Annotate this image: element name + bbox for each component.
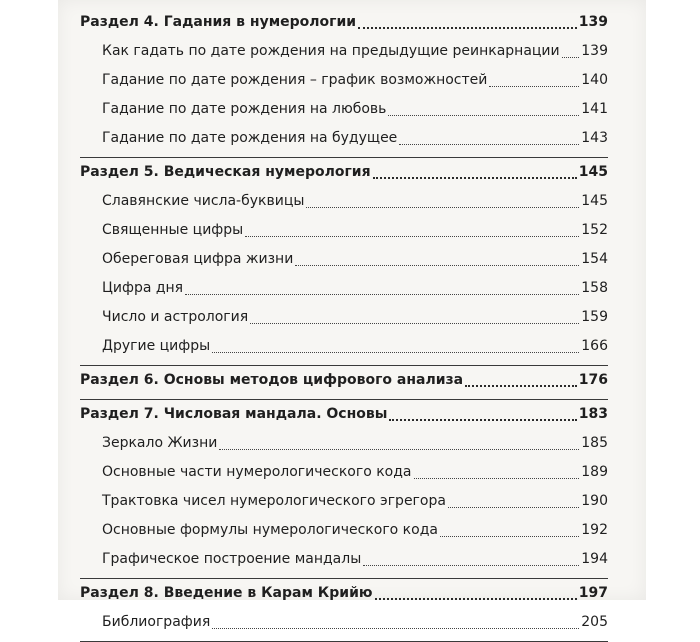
dot-leader [306, 207, 579, 208]
toc-entry-title: Обереговая цифра жизни [102, 251, 294, 267]
dot-leader [465, 385, 577, 387]
toc-entry [80, 274, 608, 303]
toc-entry-title: Зеркало Жизни [102, 435, 218, 451]
dot-leader [414, 478, 580, 479]
toc-entry [80, 95, 608, 124]
dot-leader [295, 265, 579, 266]
toc-section [80, 366, 608, 400]
toc-section-heading-page-number: 139 [578, 14, 608, 30]
dot-leader [245, 236, 579, 237]
dot-leader [399, 144, 579, 145]
toc-entry-title: Цифра дня [102, 280, 184, 296]
toc-entry-page-number: 185 [581, 435, 608, 451]
toc-section-heading [80, 158, 608, 187]
toc-entry [80, 545, 608, 574]
toc-entry-title: Число и астрология [102, 309, 249, 325]
toc-entry [80, 187, 608, 216]
toc-entry-title: Другие цифры [102, 338, 211, 354]
dot-leader [388, 115, 579, 116]
dot-leader [373, 177, 577, 179]
dot-leader [358, 27, 577, 29]
toc-section-heading [80, 579, 608, 608]
toc-section-heading-title: Раздел 8. Введение в Карам Крийю [80, 585, 373, 601]
toc-entry-page-number: 189 [581, 464, 608, 480]
dot-leader [219, 449, 579, 450]
toc-entry-page-number: 154 [581, 251, 608, 267]
toc-entry-page-number: 140 [581, 72, 608, 88]
dot-leader [440, 536, 579, 537]
toc-entry-title: Основные формулы нумерологического кода [102, 522, 438, 538]
toc-section-heading-page-number: 197 [578, 585, 608, 601]
toc-section-heading [80, 400, 608, 429]
toc-entry-page-number: 158 [581, 280, 608, 296]
toc-entry [80, 458, 608, 487]
toc-entry-page-number: 143 [581, 130, 608, 146]
toc-entry-title: Трактовка чисел нумерологического эгрегора [102, 493, 446, 509]
toc-entry-title: Гадание по дате рождения на будущее [102, 130, 398, 146]
toc-entry-title: Графическое построение мандалы [102, 551, 362, 567]
toc-entry-title: Библиография [102, 614, 211, 630]
dot-leader [375, 598, 577, 600]
toc-section-heading-title: Раздел 4. Гадания в нумерологии [80, 14, 357, 30]
toc-entry [80, 303, 608, 332]
toc-entry [80, 487, 608, 516]
dot-leader [212, 352, 579, 353]
dot-leader [250, 323, 579, 324]
toc-entry-page-number: 205 [581, 614, 608, 630]
toc-section-heading-page-number: 145 [578, 164, 608, 180]
toc-entry [80, 37, 608, 66]
dot-leader [448, 507, 579, 508]
dot-leader [212, 628, 579, 629]
toc-entry-title: Священные цифры [102, 222, 244, 238]
toc-section [80, 8, 608, 158]
dot-leader [489, 86, 579, 87]
toc-entry-page-number: 139 [581, 43, 608, 59]
toc-entry [80, 66, 608, 95]
toc-entry [80, 216, 608, 245]
toc-entry-page-number: 192 [581, 522, 608, 538]
toc-entry-page-number: 190 [581, 493, 608, 509]
toc-entry-page-number: 166 [581, 338, 608, 354]
toc-entry-page-number: 141 [581, 101, 608, 117]
toc-section-heading [80, 366, 608, 395]
toc-entry [80, 429, 608, 458]
toc-section-heading-page-number: 183 [578, 406, 608, 422]
toc-entry-title: Как гадать по дате рождения на предыдущие реинкарнации [102, 43, 560, 59]
toc-section [80, 158, 608, 366]
toc-section [80, 579, 608, 642]
dot-leader [389, 419, 576, 421]
toc-entry-page-number: 194 [581, 551, 608, 567]
toc-section-heading [80, 8, 608, 37]
dot-leader [363, 565, 579, 566]
toc-section-heading-title: Раздел 5. Ведическая нумерология [80, 164, 371, 180]
toc-entry-page-number: 159 [581, 309, 608, 325]
toc-entry-title: Гадание по дате рождения на любовь [102, 101, 387, 117]
toc-section [80, 400, 608, 579]
toc-entry-title: Основные части нумерологического кода [102, 464, 412, 480]
toc-entry [80, 516, 608, 545]
toc-entry [80, 245, 608, 274]
toc-entry [80, 608, 608, 637]
toc-entry-page-number: 152 [581, 222, 608, 238]
dot-leader [562, 57, 580, 58]
dot-leader [185, 294, 579, 295]
toc-entry-title: Гадание по дате рождения – график возможностей [102, 72, 488, 88]
toc-entry [80, 332, 608, 361]
toc-entry-page-number: 145 [581, 193, 608, 209]
toc-section-heading-title: Раздел 6. Основы методов цифрового анализа [80, 372, 464, 388]
toc-entry [80, 124, 608, 153]
toc-section-heading-title: Раздел 7. Числовая мандала. Основы [80, 406, 388, 422]
toc-section-heading-page-number: 176 [578, 372, 608, 388]
toc-entry-title: Славянские числа-буквицы [102, 193, 305, 209]
table-of-contents [80, 8, 608, 642]
